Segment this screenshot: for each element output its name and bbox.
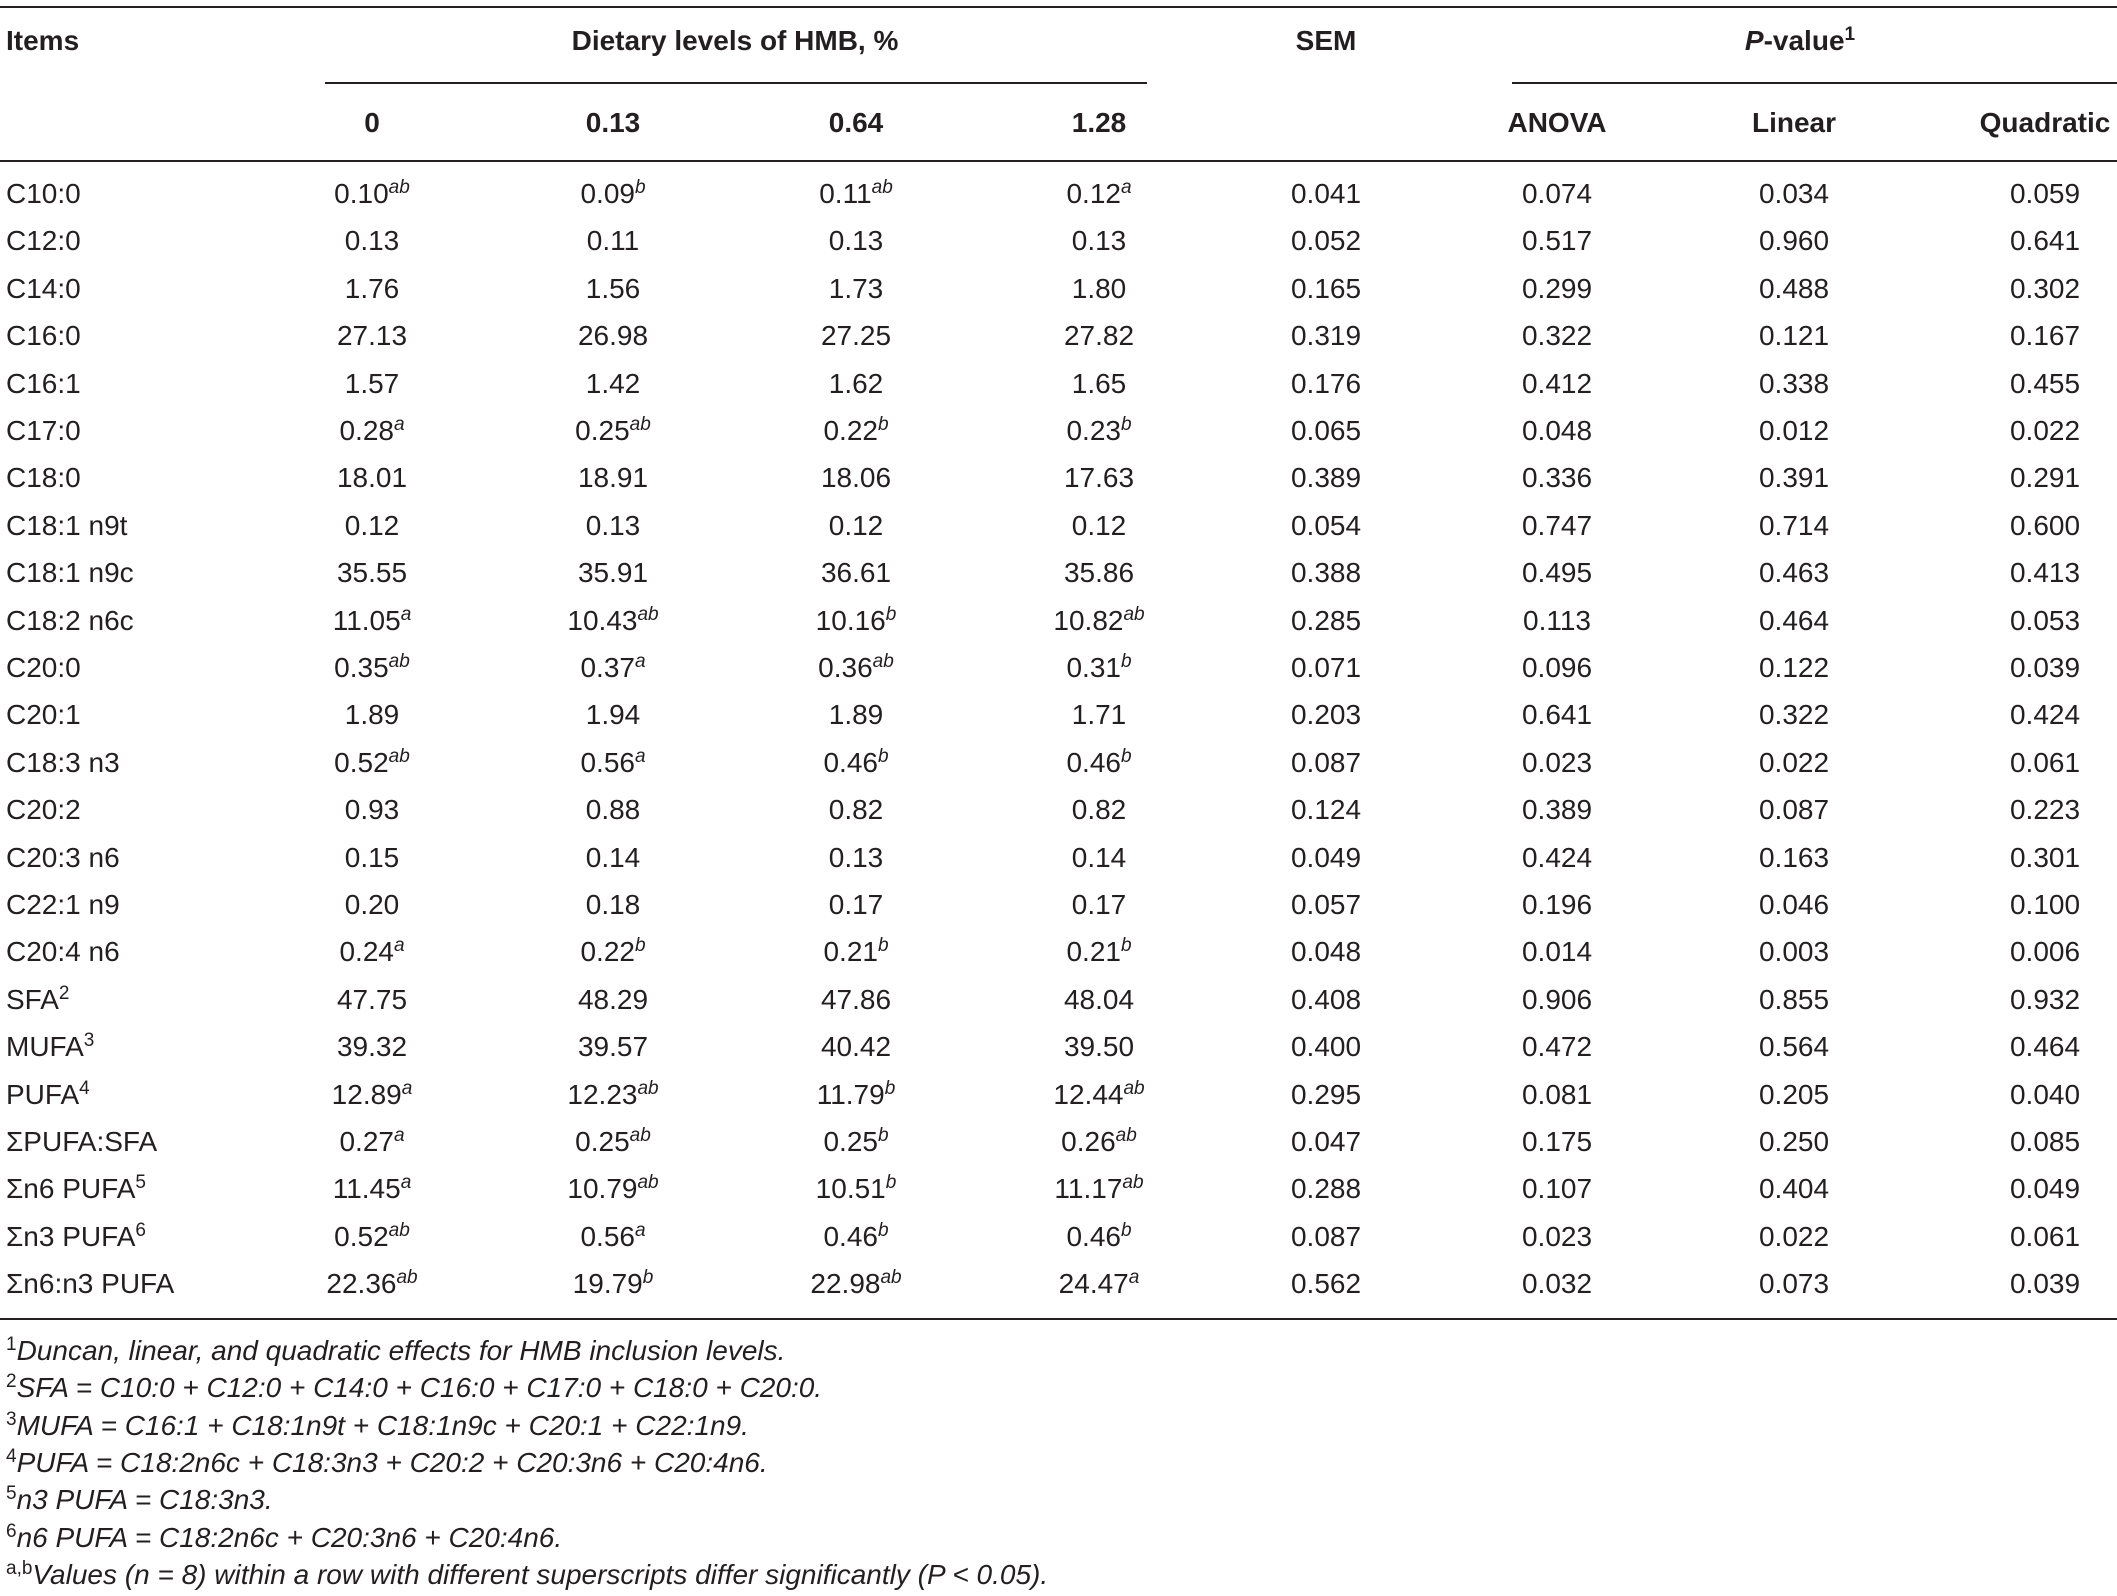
p-value-cell: 0.495	[1521, 557, 1593, 588]
value-cell: 1.62	[828, 368, 884, 399]
dietary-group-rule	[325, 82, 1147, 84]
row-item-label: C20:0	[6, 652, 81, 683]
p-value-cell: 0.107	[1521, 1173, 1593, 1204]
p-value-cell: 0.040	[2009, 1079, 2081, 1110]
sem-cell: 0.048	[1290, 936, 1362, 967]
value-cell: 0.46$^b$	[1066, 746, 1132, 778]
value-cell: 10.82$^{ab}$	[1053, 604, 1145, 636]
value-cell: 19.79$^b$	[572, 1267, 654, 1299]
p-value-cell: 0.322	[1758, 699, 1830, 730]
p-value-cell: 0.464	[2009, 1031, 2081, 1062]
p-value-cell: 0.196	[1521, 889, 1593, 920]
p-value-cell: 0.039	[2009, 1268, 2081, 1299]
p-value-cell: 0.175	[1521, 1126, 1593, 1157]
value-cell: 47.86	[820, 984, 892, 1015]
value-cell: 0.46$^b$	[823, 746, 889, 778]
p-value-cell: 0.085	[2009, 1126, 2081, 1157]
p-value-cell: 0.488	[1758, 273, 1830, 304]
sem-cell: 0.165	[1290, 273, 1362, 304]
value-cell: 12.44$^{ab}$	[1053, 1078, 1145, 1110]
row-item-label: Σn3 PUFA$^6$	[6, 1220, 146, 1252]
p-value-cell: 0.163	[1758, 842, 1830, 873]
p-value-cell: 0.600	[2009, 510, 2081, 541]
p-value-cell: 0.464	[1758, 605, 1830, 636]
p-value-cell: 0.022	[1758, 1221, 1830, 1252]
value-cell: 0.37$^a$	[580, 651, 646, 683]
value-cell: 1.56	[585, 273, 641, 304]
sem-cell: 0.400	[1290, 1031, 1362, 1062]
p-value-cell: 0.059	[2009, 178, 2081, 209]
value-cell: 0.24$^a$	[339, 935, 405, 967]
sem-cell: 0.389	[1290, 462, 1362, 493]
p-value-cell: 0.023	[1521, 1221, 1593, 1252]
header-anova: ANOVA	[1507, 107, 1607, 138]
value-cell: 0.25$^{ab}$	[575, 1125, 651, 1157]
value-cell: 39.50	[1063, 1031, 1135, 1062]
value-cell: 39.57	[577, 1031, 649, 1062]
header-level-3: 1.28	[1071, 107, 1127, 138]
p-value-cell: 0.747	[1521, 510, 1593, 541]
sem-cell: 0.285	[1290, 605, 1362, 636]
value-cell: 0.82	[828, 794, 884, 825]
value-cell: 12.89$^a$	[331, 1078, 413, 1110]
value-cell: 0.12	[344, 510, 400, 541]
value-cell: 10.51$^b$	[815, 1172, 897, 1204]
value-cell: 0.12	[828, 510, 884, 541]
p-value-cell: 0.205	[1758, 1079, 1830, 1110]
p-value-cell: 0.012	[1758, 415, 1830, 446]
p-value-cell: 0.932	[2009, 984, 2081, 1015]
p-value-cell: 0.301	[2009, 842, 2081, 873]
value-cell: 0.46$^b$	[1066, 1220, 1132, 1252]
row-item-label: C18:1 n9t	[6, 510, 128, 541]
footnote: $^3$MUFA = C16:1 + C18:1n9t + C18:1n9c + C20:1 + C22:1n9.	[6, 1409, 749, 1441]
value-cell: 48.04	[1063, 984, 1135, 1015]
value-cell: 27.25	[820, 320, 892, 351]
value-cell: 0.14	[585, 842, 641, 873]
sem-cell: 0.065	[1290, 415, 1362, 446]
value-cell: 1.65	[1071, 368, 1127, 399]
value-cell: 0.56$^a$	[580, 746, 646, 778]
value-cell: 0.52$^{ab}$	[334, 1220, 410, 1252]
value-cell: 0.09$^b$	[580, 177, 646, 209]
header-items: Items	[6, 25, 80, 56]
value-cell: 0.82	[1071, 794, 1127, 825]
p-value-cell: 0.121	[1758, 320, 1830, 351]
sem-cell: 0.295	[1290, 1079, 1362, 1110]
sem-cell: 0.408	[1290, 984, 1362, 1015]
p-value-cell: 0.046	[1758, 889, 1830, 920]
value-cell: 0.21$^b$	[1066, 935, 1132, 967]
value-cell: 0.21$^b$	[823, 935, 889, 967]
p-value-group-rule	[1512, 82, 2117, 84]
p-value-cell: 0.003	[1758, 936, 1830, 967]
value-cell: 0.56$^a$	[580, 1220, 646, 1252]
value-cell: 0.12	[1071, 510, 1127, 541]
value-cell: 1.80	[1071, 273, 1127, 304]
p-value-cell: 0.291	[2009, 462, 2081, 493]
footnote: $^4$PUFA = C18:2n6c + C18:3n3 + C20:2 + C20:3n6 + C20:4n6.	[6, 1446, 768, 1478]
p-value-cell: 0.096	[1521, 652, 1593, 683]
row-item-label: C10:0	[6, 178, 81, 209]
value-cell: 0.36$^{ab}$	[818, 651, 894, 683]
p-value-cell: 0.391	[1758, 462, 1830, 493]
footnote: $^{a,b}$Values (n = 8) within a row with different superscripts differ significantly (P < 0.05).	[6, 1558, 1049, 1590]
value-cell: 0.13	[828, 842, 884, 873]
row-item-label: C18:3 n3	[6, 747, 120, 778]
value-cell: 18.91	[577, 462, 649, 493]
row-item-label: Σn6:n3 PUFA	[6, 1268, 175, 1299]
header-dietary-levels: Dietary levels of HMB, %	[571, 25, 899, 56]
p-value-cell: 0.322	[1521, 320, 1593, 351]
p-value-cell: 0.061	[2009, 1221, 2081, 1252]
p-value-cell: 0.641	[2009, 225, 2081, 256]
value-cell: 0.46$^b$	[823, 1220, 889, 1252]
value-cell: 0.10$^{ab}$	[334, 177, 410, 209]
row-item-label: C17:0	[6, 415, 81, 446]
value-cell: 0.52$^{ab}$	[334, 746, 410, 778]
bottom-rule	[0, 1318, 2117, 1320]
row-item-label: C20:2	[6, 794, 81, 825]
footnote: $^5$n3 PUFA = C18:3n3.	[6, 1483, 273, 1515]
value-cell: 0.15	[344, 842, 400, 873]
value-cell: 11.45$^a$	[332, 1172, 412, 1204]
value-cell: 35.91	[577, 557, 649, 588]
row-item-label: C20:1	[6, 699, 81, 730]
top-rule	[0, 6, 2117, 8]
value-cell: 0.14	[1071, 842, 1127, 873]
value-cell: 11.79$^b$	[816, 1078, 896, 1110]
p-value-cell: 0.299	[1521, 273, 1593, 304]
row-item-label: MUFA$^3$	[6, 1030, 95, 1062]
value-cell: 10.43$^{ab}$	[567, 604, 659, 636]
p-value-cell: 0.074	[1521, 178, 1593, 209]
header-level-1: 0.13	[585, 107, 641, 138]
value-cell: 0.11$^{ab}$	[819, 177, 893, 209]
p-value-cell: 0.049	[2009, 1173, 2081, 1204]
value-cell: 0.25$^b$	[823, 1125, 889, 1157]
sem-cell: 0.049	[1290, 842, 1362, 873]
p-value-cell: 0.039	[2009, 652, 2081, 683]
p-value-cell: 0.087	[1758, 794, 1830, 825]
value-cell: 0.31$^b$	[1066, 651, 1132, 683]
header-level-2: 0.64	[828, 107, 884, 138]
p-value-cell: 0.855	[1758, 984, 1830, 1015]
value-cell: 0.13	[344, 225, 400, 256]
sem-cell: 0.087	[1290, 747, 1362, 778]
footnote: $^2$SFA = C10:0 + C12:0 + C14:0 + C16:0 + C17:0 + C18:0 + C20:0.	[6, 1371, 823, 1403]
value-cell: 36.61	[820, 557, 892, 588]
p-value-cell: 0.714	[1758, 510, 1830, 541]
p-value-cell: 0.014	[1521, 936, 1593, 967]
value-cell: 47.75	[336, 984, 408, 1015]
p-value-cell: 0.022	[1758, 747, 1830, 778]
p-value-cell: 0.463	[1758, 557, 1830, 588]
header-quadratic: Quadratic	[1979, 107, 2111, 138]
value-cell: 17.63	[1063, 462, 1135, 493]
p-value-cell: 0.564	[1758, 1031, 1830, 1062]
value-cell: 0.93	[344, 794, 400, 825]
p-value-cell: 0.006	[2009, 936, 2081, 967]
row-item-label: C18:2 n6c	[6, 605, 134, 636]
row-item-label: Σn6 PUFA$^5$	[6, 1172, 146, 1204]
sem-cell: 0.124	[1290, 794, 1362, 825]
p-value-cell: 0.336	[1521, 462, 1593, 493]
p-value-cell: 0.048	[1521, 415, 1593, 446]
p-value-cell: 0.641	[1521, 699, 1593, 730]
p-value-cell: 0.053	[2009, 605, 2081, 636]
p-value-cell: 0.412	[1521, 368, 1593, 399]
value-cell: 0.12$^a$	[1066, 177, 1132, 209]
p-value-cell: 0.023	[1521, 747, 1593, 778]
value-cell: 1.71	[1071, 699, 1127, 730]
value-cell: 0.22$^b$	[580, 935, 646, 967]
row-item-label: C18:0	[6, 462, 81, 493]
row-item-label: ΣPUFA:SFA	[6, 1126, 158, 1157]
value-cell: 22.98$^{ab}$	[810, 1267, 902, 1299]
p-value-cell: 0.424	[2009, 699, 2081, 730]
p-value-cell: 0.517	[1521, 225, 1593, 256]
header-bottom-rule	[0, 160, 2117, 162]
row-item-label: C12:0	[6, 225, 81, 256]
value-cell: 27.13	[336, 320, 408, 351]
value-cell: 0.26$^{ab}$	[1061, 1125, 1137, 1157]
p-value-cell: 0.389	[1521, 794, 1593, 825]
p-value-cell: 0.404	[1758, 1173, 1830, 1204]
value-cell: 1.94	[585, 699, 641, 730]
value-cell: 22.36$^{ab}$	[326, 1267, 418, 1299]
value-cell: 0.22$^b$	[823, 414, 889, 446]
p-value-cell: 0.472	[1521, 1031, 1593, 1062]
p-value-cell: 0.906	[1521, 984, 1593, 1015]
p-value-cell: 0.302	[2009, 273, 2081, 304]
value-cell: 35.86	[1063, 557, 1135, 588]
value-cell: 12.23$^{ab}$	[567, 1078, 659, 1110]
value-cell: 0.27$^a$	[339, 1125, 405, 1157]
p-value-cell: 0.100	[2009, 889, 2081, 920]
p-value-cell: 0.223	[2009, 794, 2081, 825]
value-cell: 18.01	[336, 462, 408, 493]
sem-cell: 0.047	[1290, 1126, 1362, 1157]
value-cell: 11.05$^a$	[332, 604, 412, 636]
value-cell: 0.13	[1071, 225, 1127, 256]
value-cell: 0.13	[585, 510, 641, 541]
row-item-label: C14:0	[6, 273, 81, 304]
value-cell: 1.89	[828, 699, 884, 730]
p-value-cell: 0.167	[2009, 320, 2081, 351]
header-sem: SEM	[1295, 25, 1357, 56]
value-cell: 1.57	[344, 368, 400, 399]
sem-cell: 0.319	[1290, 320, 1362, 351]
p-value-cell: 0.250	[1758, 1126, 1830, 1157]
p-value-cell: 0.455	[2009, 368, 2081, 399]
sem-cell: 0.203	[1290, 699, 1362, 730]
value-cell: 11.17$^{ab}$	[1054, 1172, 1144, 1204]
row-item-label: C16:1	[6, 368, 81, 399]
value-cell: 0.28$^a$	[339, 414, 405, 446]
value-cell: 18.06	[820, 462, 892, 493]
sem-cell: 0.071	[1290, 652, 1362, 683]
value-cell: 1.73	[828, 273, 884, 304]
footnote: $^6$n6 PUFA = C18:2n6c + C20:3n6 + C20:4n6.	[6, 1521, 563, 1553]
value-cell: 0.18	[585, 889, 641, 920]
value-cell: 1.42	[585, 368, 641, 399]
value-cell: 0.17	[828, 889, 884, 920]
p-value-cell: 0.424	[1521, 842, 1593, 873]
row-item-label: SFA$^2$	[6, 983, 70, 1015]
value-cell: 40.42	[820, 1031, 892, 1062]
value-cell: 0.11	[586, 225, 640, 256]
value-cell: 27.82	[1063, 320, 1135, 351]
p-value-cell: 0.081	[1521, 1079, 1593, 1110]
row-item-label: PUFA$^4$	[6, 1078, 90, 1110]
sem-cell: 0.087	[1290, 1221, 1362, 1252]
value-cell: 35.55	[336, 557, 408, 588]
value-cell: 0.17	[1071, 889, 1127, 920]
sem-cell: 0.288	[1290, 1173, 1362, 1204]
value-cell: 24.47$^a$	[1058, 1267, 1140, 1299]
value-cell: 0.23$^b$	[1066, 414, 1132, 446]
row-item-label: C16:0	[6, 320, 81, 351]
p-value-cell: 0.113	[1523, 605, 1591, 636]
value-cell: 10.16$^b$	[815, 604, 897, 636]
sem-cell: 0.052	[1290, 225, 1362, 256]
value-cell: 0.88	[585, 794, 641, 825]
sem-cell: 0.388	[1290, 557, 1362, 588]
row-item-label: C20:4 n6	[6, 936, 120, 967]
header-level-0: 0	[364, 107, 380, 138]
value-cell: 0.25$^{ab}$	[575, 414, 651, 446]
row-item-label: C18:1 n9c	[6, 557, 134, 588]
sem-cell: 0.057	[1290, 889, 1362, 920]
p-value-cell: 0.122	[1758, 652, 1830, 683]
p-value-cell: 0.338	[1758, 368, 1830, 399]
p-value-cell: 0.034	[1758, 178, 1830, 209]
p-value-cell: 0.022	[2009, 415, 2081, 446]
value-cell: 26.98	[577, 320, 649, 351]
footnote: $^1$Duncan, linear, and quadratic effects for HMB inclusion levels.	[6, 1334, 786, 1366]
value-cell: 0.35$^{ab}$	[334, 651, 410, 683]
sem-cell: 0.054	[1290, 510, 1362, 541]
value-cell: 1.76	[344, 273, 400, 304]
p-value-cell: 0.413	[2009, 557, 2081, 588]
value-cell: 10.79$^{ab}$	[567, 1172, 659, 1204]
p-value-cell: 0.960	[1758, 225, 1830, 256]
sem-cell: 0.041	[1290, 178, 1362, 209]
sem-cell: 0.562	[1290, 1268, 1362, 1299]
sem-cell: 0.176	[1290, 368, 1362, 399]
value-cell: 1.89	[344, 699, 400, 730]
row-item-label: C20:3 n6	[6, 842, 120, 873]
p-value-cell: 0.032	[1521, 1268, 1593, 1299]
header-linear: Linear	[1751, 107, 1837, 138]
p-value-cell: 0.073	[1758, 1268, 1830, 1299]
value-cell: 0.13	[828, 225, 884, 256]
value-cell: 0.20	[344, 889, 400, 920]
p-value-cell: 0.061	[2009, 747, 2081, 778]
value-cell: 48.29	[577, 984, 649, 1015]
header-p-value: P-value$^1$	[1744, 24, 1856, 56]
row-item-label: C22:1 n9	[6, 889, 120, 920]
value-cell: 39.32	[336, 1031, 408, 1062]
